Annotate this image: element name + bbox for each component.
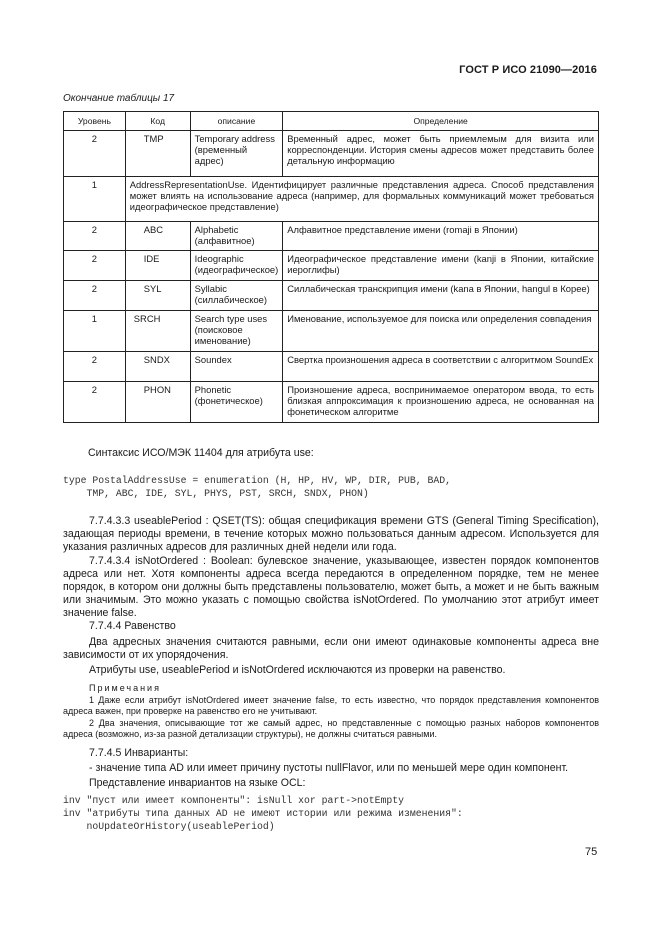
code-block-ocl: inv "пуст или имеет компоненты": isNull xor part->notEmpty inv "атрибуты типа данных AD не имеют истории или режима изменения": noUpdateOrHistory(useablePeriod) (63, 795, 463, 832)
paragraph-invariant-2: Представление инвариантов на языке OCL: (89, 776, 306, 789)
note-2: 2 Два значения, описывающие тот же самый адрес, но представленные с помощью разных наборов компонентов адреса (возможно, из-за разной детализации структуры), не должны считаться равными. (63, 717, 599, 739)
col-header-definition: Определение (283, 112, 599, 131)
cell-code: ABC (125, 222, 190, 251)
paragraph-invariant-1: - значение типа AD или имеет причину пустоты nullFlavor, или по меньшей мере один компонент. (89, 761, 569, 774)
heading-invariants: 7.7.4.5 Инварианты: (89, 746, 189, 759)
cell-level: 2 (64, 131, 126, 177)
note-1: 1 Даже если атрибут isNotOrdered имеет значение false, то есть известно, что порядок представления компонентов адреса важен, при проверке на равенство его не учитывают. (63, 694, 599, 716)
main-text-section (63, 515, 599, 790)
paragraph-equality-1: Два адресных значения считаются равными, если они имеют одинаковые компоненты адреса вне зависимости от их упорядочения. (63, 636, 599, 661)
cell-description: Ideographic (идеографическое) (190, 251, 283, 281)
cell-definition: Идеографическое представление имени (kanji в Японии, китайские иероглифы) (283, 251, 599, 281)
address-use-table (63, 111, 599, 423)
cell-level: 1 (64, 311, 126, 352)
page-number: 75 (585, 846, 598, 858)
col-header-code: Код (125, 112, 190, 131)
table-header-row (64, 112, 599, 131)
table-caption: Окончание таблицы 17 (63, 93, 175, 104)
table-row (64, 281, 599, 311)
heading-equality: 7.7.4.4 Равенство (89, 620, 176, 632)
cell-code: PHON (125, 382, 190, 423)
cell-description: Temporary address (временный адрес) (190, 131, 283, 177)
code-block-enumeration: type PostalAddressUse = enumeration (H, HP, HV, WP, DIR, PUB, BAD, TMP, ABC, IDE, SYL, PHYS, PST, SRCH, SNDX, PHON) (63, 475, 452, 499)
cell-code: IDE (125, 251, 190, 281)
notes-title: Примечания (89, 683, 161, 693)
cell-definition: Именование, используемое для поиска или определения совпадения (283, 311, 599, 352)
cell-description: Soundex (190, 352, 283, 382)
table-row (64, 131, 599, 177)
cell-level: 2 (64, 222, 126, 251)
table-row (64, 382, 599, 423)
cell-level: 2 (64, 251, 126, 281)
paragraph-is-not-ordered: 7.7.4.3.4 isNotOrdered : Boolean: булевское значение, указывающее, известен порядок компонентов адреса или нет. Хотя компоненты адреса всегда передаются в определенном порядке, тем не менее порядок, в котором они должны быть представлены пользователю, может быть, а может и не быть важным или значимым. Это можно указать с помощью свойства isNotOrdered. По умолчанию этот атрибут имеет значение false. (63, 555, 599, 619)
cell-description: Syllabic (силлабическое) (190, 281, 283, 311)
cell-description: Phonetic (фонетическое) (190, 382, 283, 423)
cell-merged-definition: AddressRepresentationUse. Идентифицирует различные представления адреса. Способ представления может влиять на использование адреса (например, для формальных коммуникаций может требоваться идеографическое представление) (125, 177, 598, 222)
table-row (64, 251, 599, 281)
cell-code: TMP (125, 131, 190, 177)
paragraph-equality-2: Атрибуты use, useablePeriod и isNotOrdered исключаются из проверки на равенство. (89, 664, 506, 676)
cell-definition: Алфавитное представление имени (romaji в Японии) (283, 222, 599, 251)
col-header-description: описание (190, 112, 283, 131)
document-header: ГОСТ Р ИСО 21090—2016 (459, 64, 597, 76)
cell-level: 2 (64, 382, 126, 423)
cell-level: 1 (64, 177, 126, 222)
cell-definition: Временный адрес, может быть приемлемым для визита или корреспонденции. История смены адресов может представить более детальную информацию (283, 131, 599, 177)
table-row (64, 352, 599, 382)
cell-code: SNDX (125, 352, 190, 382)
table-row (64, 222, 599, 251)
cell-definition: Свертка произношения адреса в соответствии с алгоритмом SoundEx (283, 352, 599, 382)
cell-definition: Силлабическая транскрипция имени (kana в Японии, hangul в Корее) (283, 281, 599, 311)
col-header-level: Уровень (64, 112, 126, 131)
table-row (64, 177, 599, 222)
paragraph-useable-period: 7.7.4.3.3 useablePeriod : QSET(TS): общая спецификация времени GTS (General Timing Specification), задающая периоды времени, в течение которых можно пользоваться данным адресом. Используется для указания различных адресов для различных дней недели или года. (63, 515, 599, 553)
cell-code: SYL (125, 281, 190, 311)
cell-definition: Произношение адреса, воспринимаемое оператором ввода, то есть близкая аппроксимация к произношению адреса, не основанная на фонетическом алгоритме (283, 382, 599, 423)
table-row (64, 311, 599, 352)
cell-level: 2 (64, 281, 126, 311)
cell-code: SRCH (125, 311, 190, 352)
cell-level: 2 (64, 352, 126, 382)
cell-description: Search type uses (поисковое именование) (190, 311, 283, 352)
syntax-intro: Синтаксис ИСО/МЭК 11404 для атрибута use: (88, 447, 314, 459)
cell-description: Alphabetic (алфавитное) (190, 222, 283, 251)
